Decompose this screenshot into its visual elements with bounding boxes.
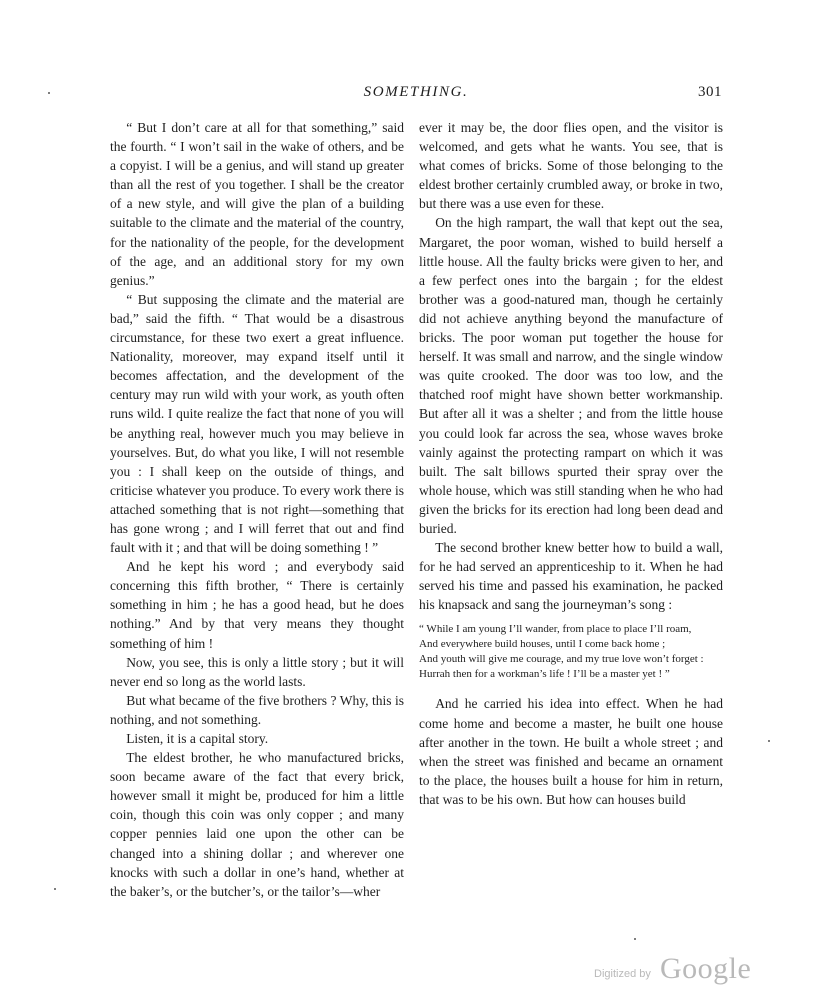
paragraph: The second brother knew better how to build a wall, for he had served an apprenticeship to it. When he had served his time and passed his examination, he packed his knapsack and sang the journeyman’s song :: [419, 540, 723, 613]
page-number: 301: [698, 84, 722, 100]
paragraph: ever it may be, the door flies open, and the visitor is welcomed, and gets what he wants. You see, that is what comes of bricks. Some of those belonging to the eldest brother certainly crumbled away, or broke in two, but there was a use even for these.: [419, 120, 723, 212]
paragraph: And he kept his word ; and everybody said concerning this fifth brother, “ There is certainly something in him ; he has a good head, but he does nothing.” And by that very means they thought something of him !: [110, 559, 404, 651]
watermark-prefix: Digitized by: [594, 968, 651, 980]
right-column: [419, 118, 723, 809]
song-line: And everywhere build houses, until I come back home ;: [419, 638, 666, 651]
scan-speck: [48, 92, 50, 94]
song-line: And youth will give me courage, and my true love won’t forget :: [419, 653, 704, 666]
google-logo: Google: [660, 952, 752, 985]
scan-speck: [768, 740, 770, 742]
paragraph: Now, you see, this is only a little story ; but it will never end so long as the world lasts.: [110, 654, 404, 689]
paragraph: On the high rampart, the wall that kept out the sea, Margaret, the poor woman, wished to build herself a little house. All the faulty bricks were given to her, and a few perfect ones into the bargain ; for the eldest brother was a good-natured man, though he certainly did not achieve anything beyond the manufacture of bricks. The poor woman put together the house for herself. It was small and narrow, and the single window was quite crooked. The door was too low, and the thatched roof might have shown better workmanship. But after all it was a shelter ; and from the little house you could look far across the sea, whose waves broke vainly against the protecting rampart on which it was built. The salt billows spurted their spray over the whole house, which was still standing when he who had given the bricks for its erection had long been dead and buried.: [419, 215, 723, 536]
scan-speck: [54, 888, 56, 890]
paragraph: “ But supposing the climate and the material are bad,” said the fifth. “ That would be a disastrous circumstance, for these two exert a great influence. Nationality, moreover, may expand itself until it becomes affectation, and the development of the century may run wild with your work, as youth often runs wild. I quite realize the fact that none of you will be anything real, however much you may believe in yourselves. But, do what you like, I will not resemble you : I shall keep on the outside of things, and criticise whatever you produce. To every work there is attached something that is not right—something that has gone wrong ; and I will ferret that out and find fault with it ; and that will be doing something ! ”: [110, 291, 404, 556]
paragraph: The eldest brother, he who manufactured bricks, soon became aware of the fact that every brick, however small it might be, produced for him a little coin, though this coin was only copper ; and many copper pennies laid one upon the other can be changed into a shining dollar ; and wherever one knocks with such a dollar in one’s hand, whether at the baker’s, or the butcher’s, or the tailor’s—wher: [110, 750, 404, 899]
journeyman-song: [419, 622, 723, 682]
song-line: “ While I am young I’ll wander, from place to place I’ll roam,: [419, 623, 692, 636]
left-column: [110, 118, 404, 901]
paragraph: “ But I don’t care at all for that something,” said the fourth. “ I won’t sail in the wake of others, and be a copyist. I will be a genius, and will stand up greater than all the rest of you together. I shall be the creator of a new style, and will give the plan of a building suitable to the climate and the material of the country, for the nationality of the people, for the development of the age, and an additional story for my own genius.”: [110, 120, 404, 288]
page-header: [110, 84, 722, 106]
song-line: Hurrah then for a workman’s life ! I’ll be a master yet ! ”: [419, 668, 670, 681]
paragraph: But what became of the five brothers ? Why, this is nothing, and not something.: [110, 692, 404, 727]
scan-speck: [634, 938, 636, 940]
paragraph: And he carried his idea into effect. When he had come home and become a master, he built one house after another in the town. He built a whole street ; and when the street was finished and became an ornament to the place, the houses built a house for him in return, that was to be his own. But how can houses build: [419, 696, 723, 807]
running-title: SOMETHING.: [363, 84, 469, 100]
paragraph: Listen, it is a capital story.: [126, 731, 269, 746]
digitized-watermark: [590, 952, 770, 988]
